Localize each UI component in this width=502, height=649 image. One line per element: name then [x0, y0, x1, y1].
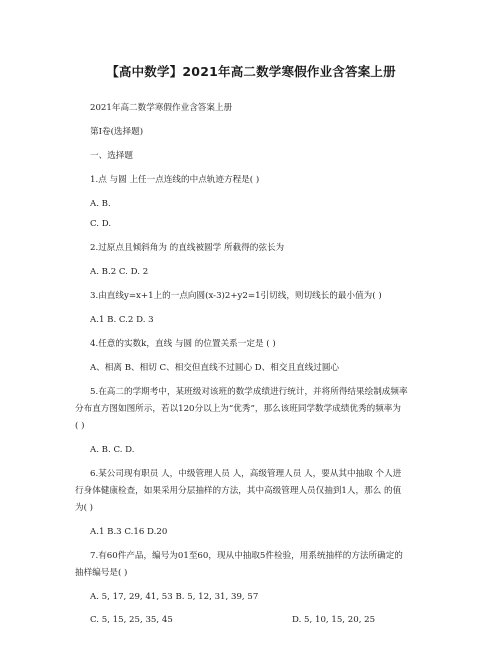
question-5-stem-line-2: 分布直方图如图所示，若以120分以上为“优秀”，那么该班同学数学成绩优秀的频率为: [75, 404, 401, 414]
question-7-stem-line-2: 抽样编号是( ): [75, 568, 128, 578]
question-1-options-ab: A. B.: [90, 199, 111, 209]
question-2-options: A. B.2 C. D. 2: [90, 267, 149, 277]
question-5-stem-line-3: ( ): [75, 421, 85, 431]
question-7-option-d: D. 5, 10, 15, 20, 25: [292, 615, 376, 625]
document-title: 【高中数学】2021年高二数学寒假作业含答案上册: [106, 64, 396, 79]
question-5-options: A. B. C. D.: [90, 445, 135, 455]
question-4-options: A、相离 B、相切 C、相交但直线不过圆心 D、相交且直线过圆心: [90, 363, 340, 373]
question-7-option-c: C. 5, 15, 25, 35, 45: [90, 615, 173, 625]
question-3-stem: 3.由直线y=x+1上的一点向圆(x-3)2+y2=1引切线，则切线长的最小值为( ): [90, 291, 382, 301]
question-7-options-ab: A. 5, 17, 29, 41, 53 B. 5, 12, 31, 39, 57: [90, 592, 259, 602]
question-6-stem-line-3: 为( ): [75, 503, 94, 513]
question-6-options: A.1 B.3 C.16 D.20: [90, 527, 168, 537]
question-2-stem: 2.过原点且倾斜角为 的直线被圆学 所截得的弦长为: [90, 243, 285, 253]
question-6-stem-line-1: 6.某公司现有职员 人，中级管理人员 人，高级管理人员 人，要从其中抽取 个人进: [90, 469, 402, 479]
section-heading: 一、选择题: [90, 151, 133, 161]
question-3-options: A.1 B. C.2 D. 3: [90, 315, 154, 325]
question-1-options-cd: C. D.: [90, 219, 112, 229]
question-4-stem: 4.任意的实数k，直线 与圆 的位置关系一定是 ( ): [90, 339, 276, 349]
document-subtitle: 2021年高二数学寒假作业含答案上册: [90, 103, 233, 113]
question-6-stem-line-2: 行身体健康检查，如果采用分层抽样的方法，其中高级管理人员仅抽到1人，那么 的值: [75, 486, 402, 496]
section-volume: 第Ⅰ卷(选择题): [90, 127, 144, 137]
question-1-stem: 1.点 与圆 上任一点连线的中点轨迹方程是( ): [90, 175, 260, 185]
question-5-stem-line-1: 5.在高二的学期考中，某班级对该班的数学成绩进行统计，并将所得结果绘制成频率: [90, 387, 408, 397]
question-7-stem-line-1: 7.有60件产品，编号为01至60，现从中抽取5件检验，用系统抽样的方法所确定的: [90, 551, 403, 561]
